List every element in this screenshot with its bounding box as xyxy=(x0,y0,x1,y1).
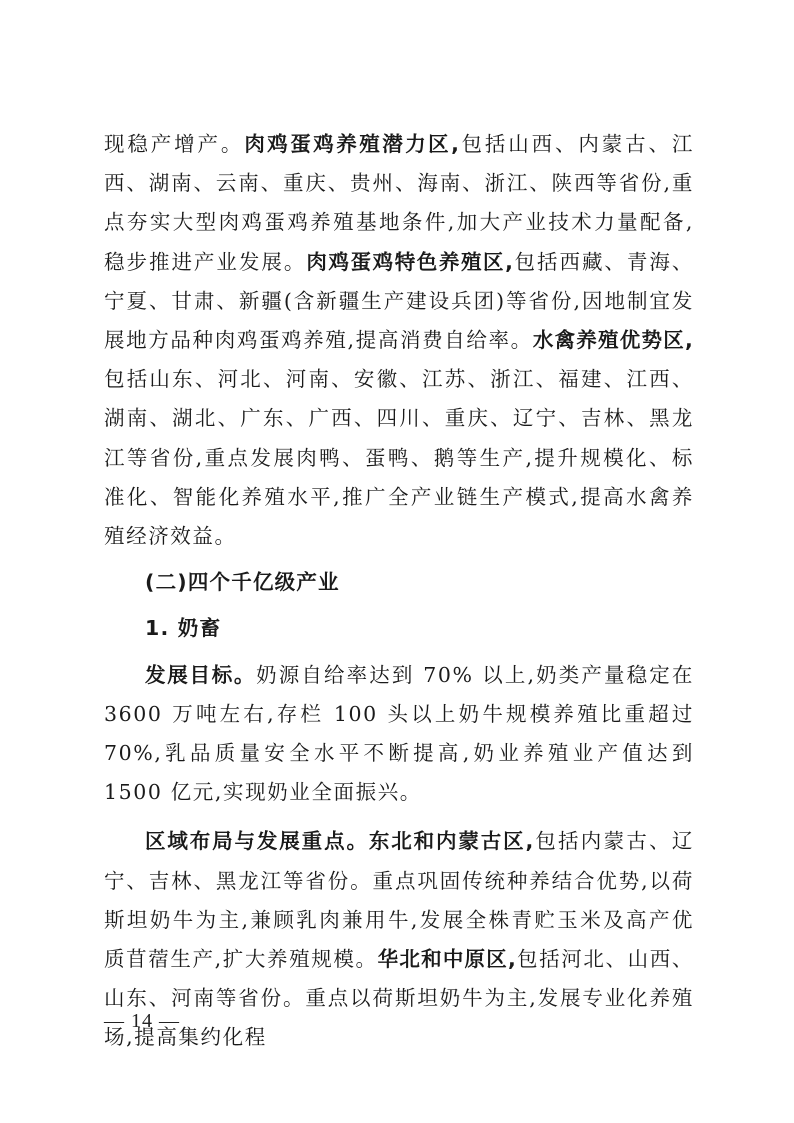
paragraph-text: 包括山东、河北、河南、安徽、江苏、浙江、福建、江西、湖南、湖北、广东、广西、四川、重庆、辽宁、吉林、黑龙江等省份,重点发展肉鸭、蛋鸭、鹅等生产,提升规模化、标准化、智能化养殖水平,推广全产业链生产模式,提高水禽养殖经济效益。 xyxy=(104,367,694,549)
document-body xyxy=(104,125,694,1058)
bold-region-name: 肉鸡蛋鸡特色养殖区, xyxy=(306,249,515,274)
bold-region-name: 东北和内蒙古区, xyxy=(368,829,535,854)
bold-region-name: 华北和中原区, xyxy=(377,947,517,972)
paragraph-text: 包括西藏、青海、宁夏、甘肃、新疆(含新疆生产建设兵团)等省份,因地制宜发展地方品种肉鸡蛋鸡养殖,提高消费自给率。 xyxy=(104,249,694,353)
paragraph-development-goals xyxy=(104,656,694,813)
paragraph-text: 包括河北、山西、山东、河南等省份。重点以荷斯坦奶牛为主,发展专业化养殖场,提高集约化程 xyxy=(104,947,694,1050)
bold-region-name: 水禽养殖优势区, xyxy=(532,328,694,353)
paragraph-text: 包括内蒙古、辽宁、吉林、黑龙江等省份。重点巩固传统种养结合优势,以荷斯坦奶牛为主,兼顾乳肉兼用牛,发展全株青贮玉米及高产优质苜蓿生产,扩大养殖规模。 xyxy=(104,829,695,972)
subsection-heading: 1. 奶畜 xyxy=(145,616,222,641)
section-heading: (二)四个千亿级产业 xyxy=(145,570,340,595)
paragraph-text: 现稳产增产。 xyxy=(104,132,245,156)
bold-lead-in: 发展目标。 xyxy=(145,662,257,687)
paragraph-text: 奶源自给率达到 70% 以上,奶类产量稳定在 3600 万吨左右,存栏 100 头以上奶牛规模养殖比重超过 70%,乳品质量安全水平不断提高,奶业养殖业产值达到 1500 亿元,实现奶业全面振兴。 xyxy=(104,662,695,805)
bold-region-name: 肉鸡蛋鸡养殖潜力区, xyxy=(244,132,461,156)
paragraph-poultry-regions xyxy=(104,125,694,556)
page-number: — 14 — xyxy=(104,1010,180,1032)
paragraph-regional-layout xyxy=(104,822,694,1057)
paragraph-text: 包括山西、内蒙古、江西、湖南、云南、重庆、贵州、海南、浙江、陕西等省份,重点夯实大型肉鸡蛋鸡养殖基地条件,加大产业技术力量配备,稳步推进产业发展。 xyxy=(104,132,694,274)
bold-lead-in: 区域布局与发展重点。 xyxy=(145,829,369,854)
